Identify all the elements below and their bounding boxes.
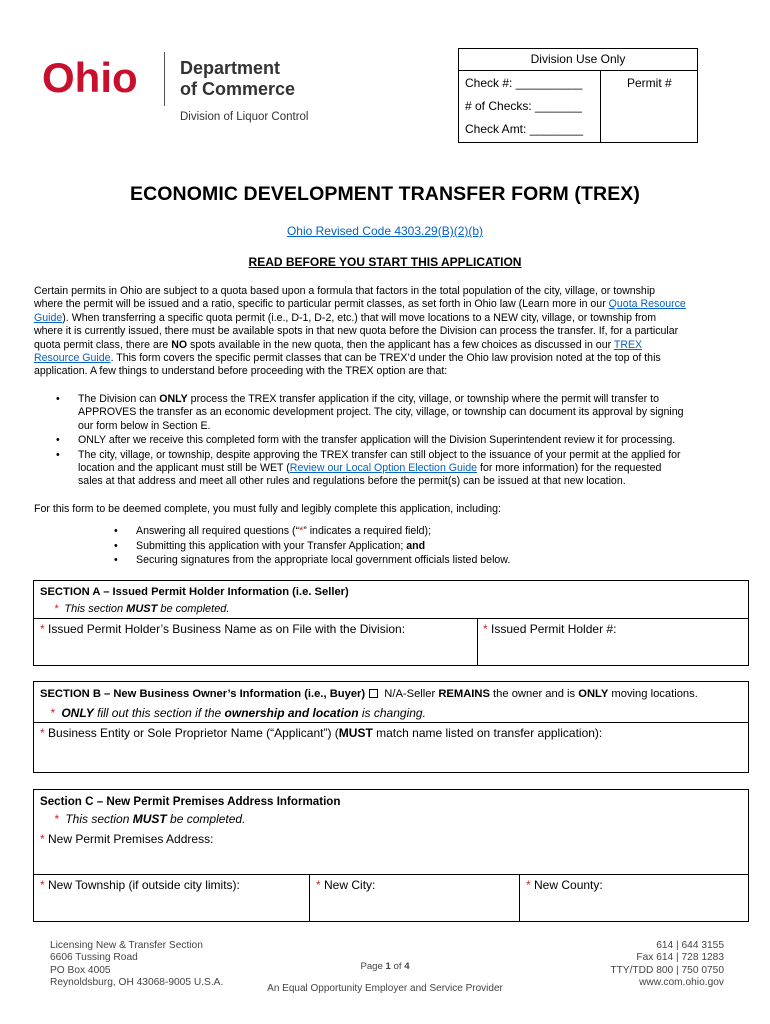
number-of-checks-field[interactable]: # of Checks: _______ [465,99,582,113]
trex-guide-link-cont[interactable]: Resource Guide [34,352,111,365]
quota-guide-link-cont[interactable]: Guide [34,311,63,324]
division-use-box [458,48,698,143]
list-item: • Securing signatures from the appropriate local government officials listed below. [114,554,511,567]
section-b [33,681,749,773]
section-b-divider [34,722,748,723]
intro-line-2: where the permit will be issued and a ratio, specific to particular permit classes, as set forth in Ohio law (Learn more in our Quota Resource [34,298,686,311]
page-number: Page 1 of 4 [360,961,410,972]
section-c-col-divider-2 [519,874,520,922]
division-use-title: Division Use Only [459,49,697,71]
new-township-field[interactable]: * New Township (if outside city limits): [40,878,240,892]
bullet-glyph: • [114,525,118,537]
completion-instructions: For this form to be deemed complete, you must fully and legibly complete this application, including: [34,503,501,515]
eoe-statement: An Equal Opportunity Employer and Service Provider [267,983,503,994]
ohio-logo-text: Ohio [42,54,138,101]
intro-line-1: Certain permits in Ohio are subject to a quota based upon a formula that factors in the total population of the city, village, or township [34,285,656,297]
intro-line-6: Resource Guide. This form covers the specific permit classes that can be TREX’d under the Ohio law provision noted at the top of this [34,352,661,365]
bullet-glyph: • [56,448,60,461]
check-number-field[interactable]: Check #: __________ [465,76,583,90]
intro-line-4: where it is currently issued, there must be available spots in that new quota before the Division can process the transfer. If, for a particular [34,325,679,338]
division-box-divider [600,71,601,143]
seller-permit-number-field[interactable]: * Issued Permit Holder #: [483,622,617,636]
logo-divider [164,52,165,106]
list-item: • The city, village, or township, despite approving the TREX transfer can still object to the issuance of your permit at the applied for location and the applicant must still be WET (Review our Local Option Election Guide for more information) for the requested sales at that address and meet all other rules and regulations before the permit(s) can be issued at that new location. [56,448,681,488]
new-city-field[interactable]: * New City: [316,878,376,892]
list-item: • The Division can ONLY process the TREX transfer application if the city, village, or township where the permit will transfer to APPROVES the transfer as an economic development project. The city, village, or township can document its approval by signing our form below in Section E. [56,393,684,432]
trex-guide-link[interactable]: TREX [613,338,643,351]
completion-bullet-list [114,524,714,568]
na-seller-checkbox[interactable] [369,689,378,698]
website-link[interactable]: www.com.ohio.gov [639,977,724,989]
section-c-heading: Section C – New Permit Premises Address Information [40,795,341,808]
list-item: • ONLY after we receive this completed form with the transfer application will the Division Superintendent review it for processing. [56,434,676,447]
bullet-glyph: • [114,554,118,567]
intro-line-5: quota permit class, there are NO spots available in the new quota, then the applicant has a few choices as discussed in our TREX [34,338,643,351]
local-option-guide-link[interactable]: Review our Local Option Election Guide [289,462,478,475]
section-a [33,580,749,666]
dept-line-1: Department [180,58,281,78]
quota-guide-link[interactable]: Quota Resource [608,298,686,311]
section-b-note: * ONLY fill out this section if the ownership and location is changing. [50,706,426,720]
section-c-col-divider-1 [309,874,310,922]
section-a-heading: SECTION A – Issued Permit Holder Information (i.e. Seller) [40,586,349,598]
bullet-glyph: • [56,434,60,447]
seller-business-name-field[interactable]: * Issued Permit Holder’s Business Name as on File with the Division: [40,622,406,636]
section-a-col-divider [477,618,478,666]
ohio-logo-graphic [42,52,154,102]
ohio-logo [42,52,154,102]
section-a-divider [34,618,748,619]
new-county-field[interactable]: * New County: [526,878,603,892]
section-c [33,789,749,922]
bullet-glyph: • [56,393,60,405]
section-b-heading: SECTION B – New Business Owner’s Information (i.e., Buyer) N/A-Seller REMAINS the owner and is ONLY moving locations. [40,688,698,700]
new-premises-address-field[interactable]: * New Permit Premises Address: [40,832,214,846]
trex-bullet-list [56,393,736,490]
section-c-divider [34,874,748,875]
section-c-note: * This section MUST be completed. [54,812,246,826]
intro-line-7: application. A few things to understand before proceeding with the TREX option are that: [34,365,448,378]
footer-contact: 614 | 644 3155 Fax 614 | 728 1283 TTY/TDD 800 | 750 0750 www.com.ohio.gov [610,940,724,989]
orc-link-row [0,224,770,238]
section-a-note: * This section MUST be completed. [54,603,230,615]
list-item: • Answering all required questions (“*” indicates a required field); [114,525,432,537]
check-amount-field[interactable]: Check Amt: ________ [465,122,584,136]
intro-paragraph [34,285,734,379]
list-item: • Submitting this application with your Transfer Application; and [114,539,426,552]
applicant-name-field[interactable]: * Business Entity or Sole Proprietor Name (“Applicant”) (MUST match name listed on transfer application): [40,726,603,740]
bullet-glyph: • [114,539,118,552]
orc-link[interactable]: Ohio Revised Code 4303.29(B)(2)(b) [286,224,484,238]
read-before-heading: READ BEFORE YOU START THIS APPLICATION [248,255,522,269]
form-title: ECONOMIC DEVELOPMENT TRANSFER FORM (TREX) [129,183,640,205]
dept-line-2: of Commerce [180,79,296,99]
footer-address: Licensing New & Transfer Section 6606 Tussing Road PO Box 4005 Reynoldsburg, OH 43068-9005 U.S.A. [50,940,224,989]
division-name: Division of Liquor Control [180,111,309,123]
intro-line-3: Guide). When transferring a specific quota permit (i.e., D-1, D-2, etc.) that will move locations to a NEW city, village, or township from [34,311,657,324]
permit-number-field[interactable]: Permit # [627,76,672,90]
